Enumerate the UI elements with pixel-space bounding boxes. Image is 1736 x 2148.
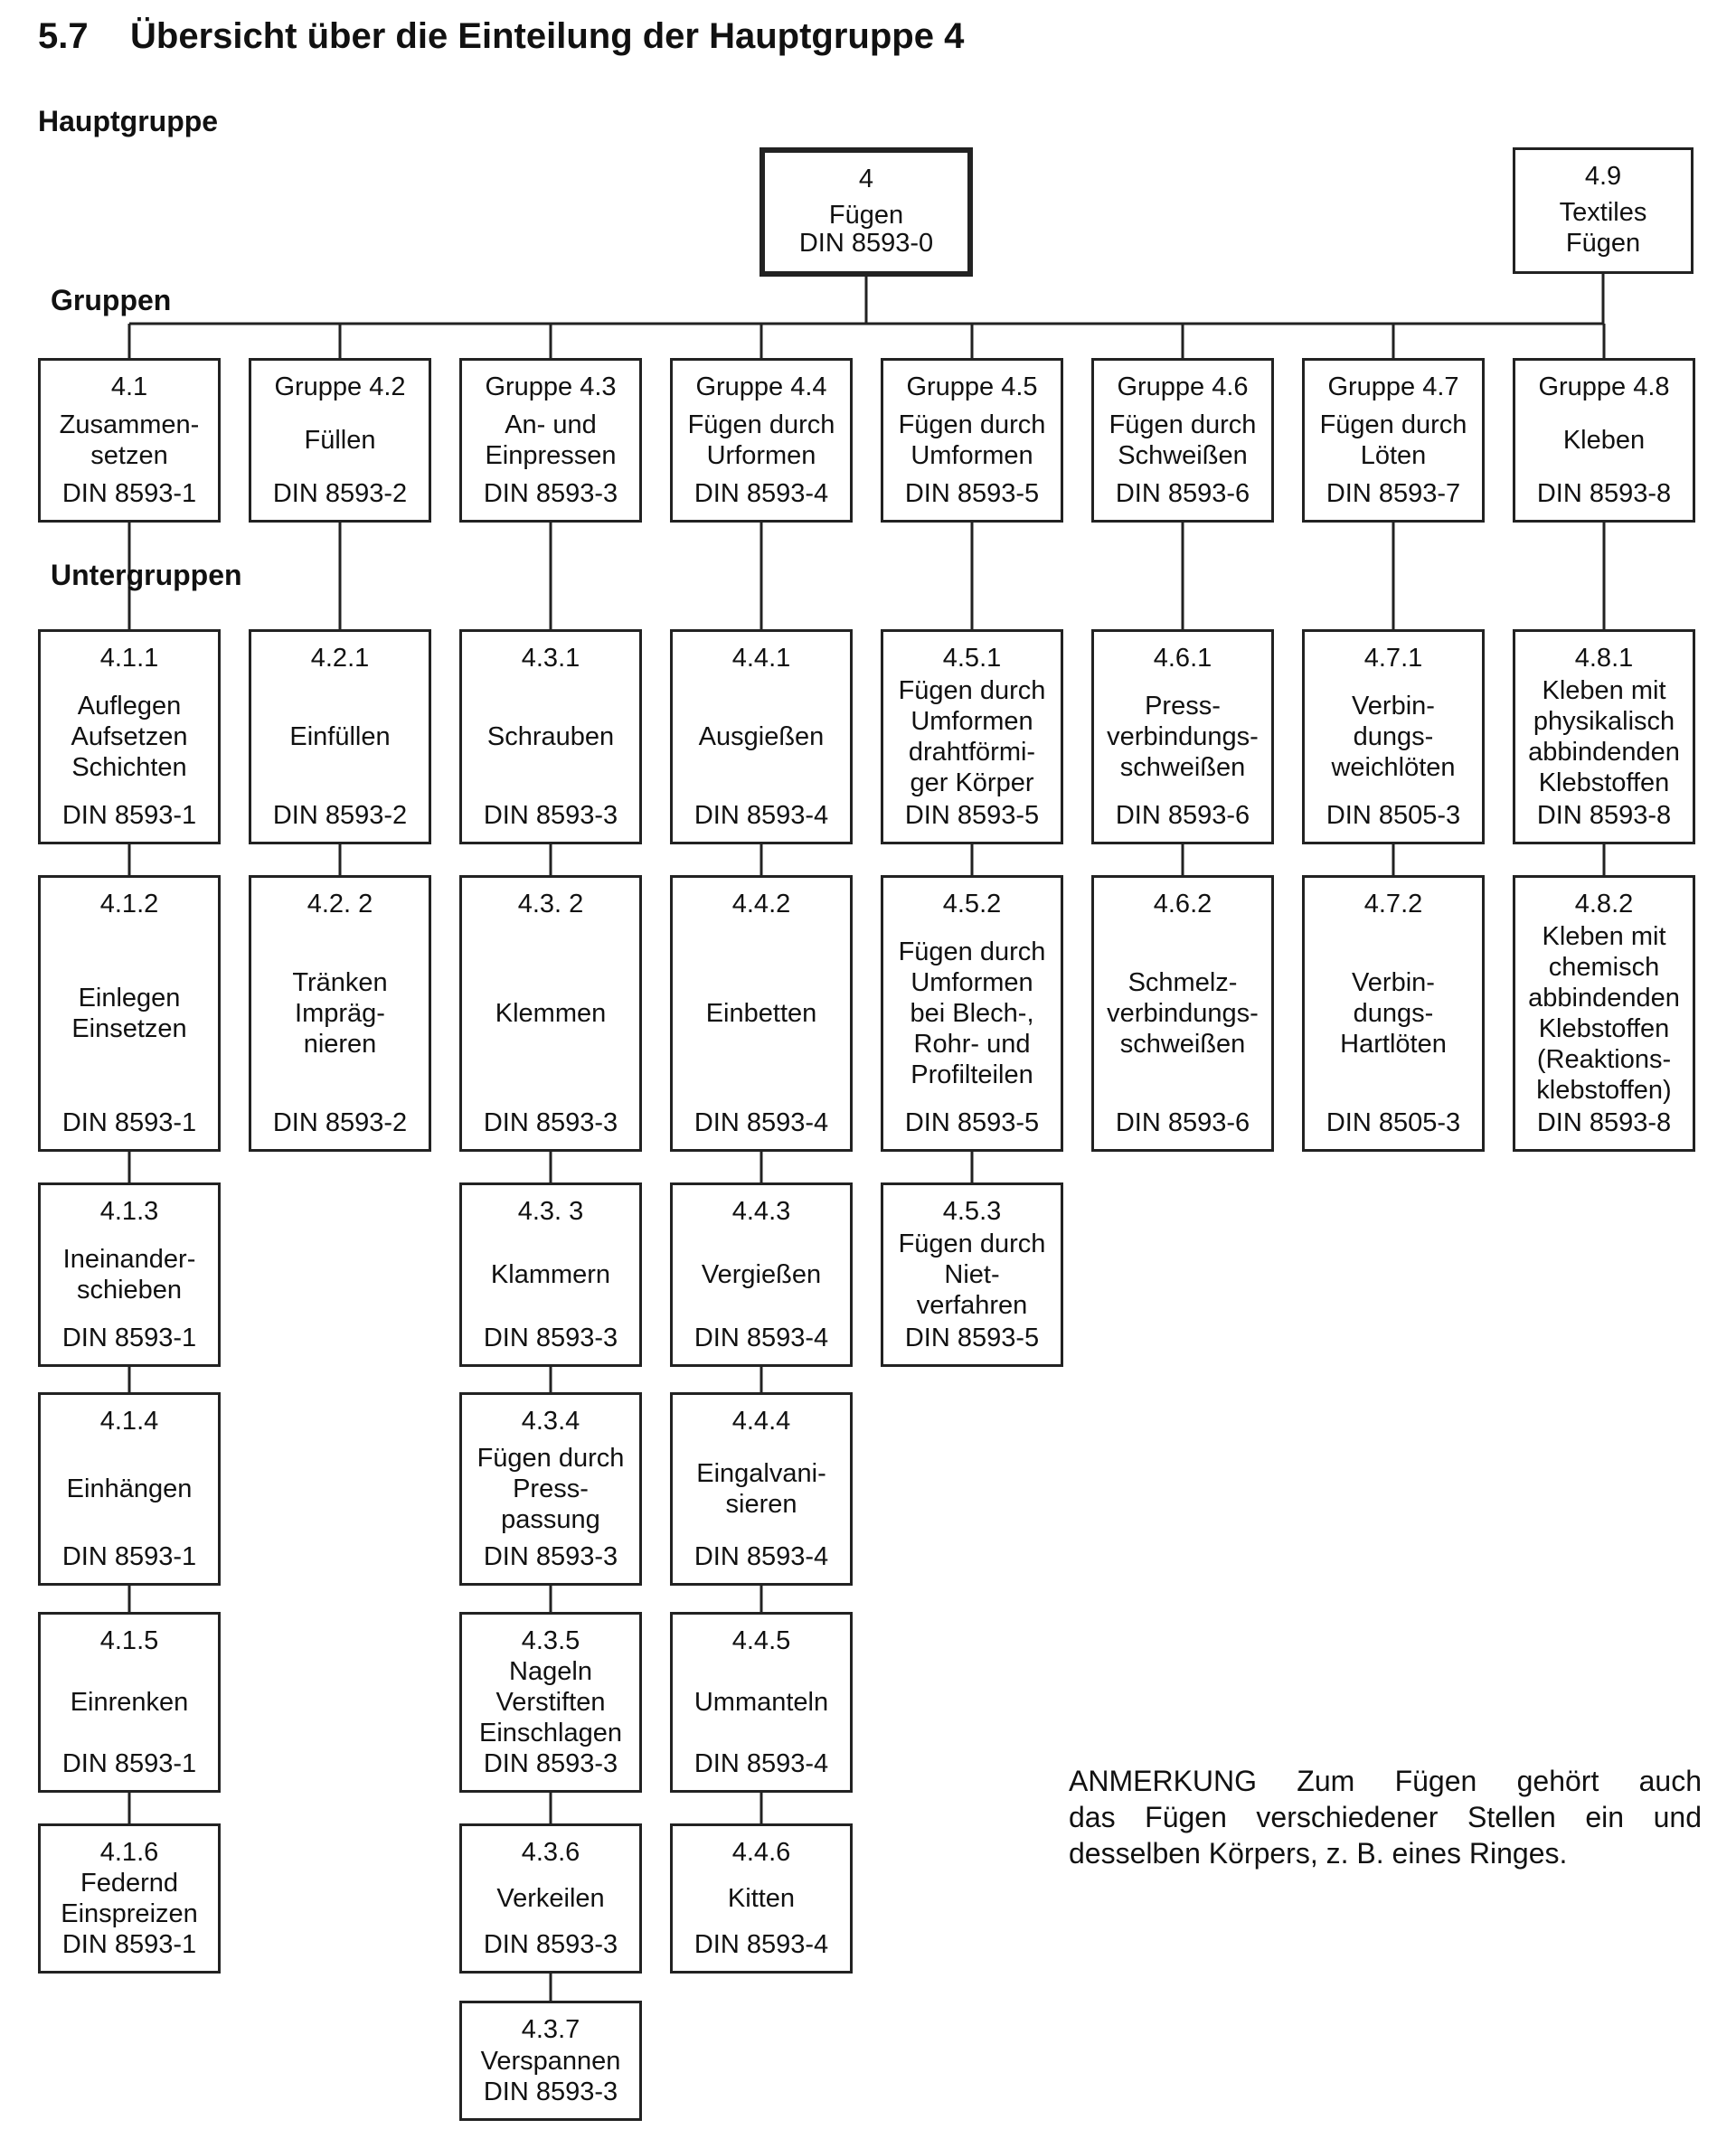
box-code: Gruppe 4.3: [485, 372, 617, 401]
box-din: DIN 8593-5: [904, 1324, 1040, 1352]
box-code: 4.2. 2: [307, 890, 373, 919]
box-group-4-5: [881, 358, 1063, 523]
box-subgroup-4-7-1: [1302, 629, 1485, 844]
box-din: DIN 8593-4: [693, 1542, 829, 1571]
box-name: Verbin- dungs- weichlöten: [1331, 692, 1456, 782]
box-subgroup-4-3-1: [459, 629, 642, 844]
box-din: DIN 8593-4: [693, 1930, 829, 1959]
box-code: 4.3.5: [521, 1626, 580, 1655]
box-group-4-6: [1091, 358, 1274, 523]
box-code: Gruppe 4.5: [906, 372, 1038, 401]
box-din: DIN 8593-3: [483, 801, 618, 830]
box-din: DIN 8593-5: [904, 801, 1040, 830]
label-hauptgruppe: Hauptgruppe: [38, 105, 219, 137]
box-subgroup-4-1-6: [38, 1823, 221, 1974]
box-name: Einbetten: [705, 999, 817, 1028]
box-name: Federnd Einspreizen: [61, 1869, 198, 1928]
box-subgroup-4-1-2: [38, 875, 221, 1152]
box-din: DIN 8593-0: [798, 229, 934, 258]
box-name: Tränken Impräg- nieren: [292, 968, 388, 1059]
box-din: DIN 8593-8: [1536, 1108, 1672, 1137]
label-untergruppen: Untergruppen: [51, 559, 242, 591]
box-group-4-4: [670, 358, 853, 523]
box-name: Eingalvani- sieren: [696, 1459, 826, 1519]
box-din: DIN 8593-1: [61, 1108, 197, 1137]
box-din: DIN 8593-3: [483, 1108, 618, 1137]
box-name: Klammern: [490, 1260, 611, 1289]
box-name: Kleben: [1562, 426, 1646, 455]
box-subgroup-4-4-5: [670, 1612, 853, 1793]
box-name: Fügen durch Schweißen: [1109, 410, 1257, 470]
box-din: DIN 8593-4: [693, 479, 829, 508]
box-code: 4.4.2: [731, 890, 791, 919]
box-din: DIN 8593-1: [61, 1324, 197, 1352]
box-name: Fügen durch Umformen bei Blech-, Rohr- und Profilteilen: [898, 937, 1046, 1089]
box-name: Kleben mit chemisch abbindenden Klebstoffen (Reaktions- klebstoffen): [1528, 922, 1680, 1105]
box-subgroup-4-5-1: [881, 629, 1063, 844]
box-name: Fügen durch Urformen: [687, 410, 835, 470]
box-code: 4.3.1: [521, 644, 580, 673]
box-din: DIN 8593-2: [272, 1108, 408, 1137]
annotation-note: [1069, 1763, 1702, 1871]
box-din: DIN 8593-1: [61, 801, 197, 830]
box-subgroup-4-6-2: [1091, 875, 1274, 1152]
box-din: DIN 8593-2: [272, 479, 408, 508]
box-code: Gruppe 4.8: [1538, 372, 1670, 401]
box-name: Fügen durch Niet- verfahren: [898, 1229, 1046, 1320]
box-din: DIN 8593-6: [1115, 479, 1250, 508]
box-4-9: [1513, 147, 1694, 274]
box-subgroup-4-1-3: [38, 1182, 221, 1367]
box-subgroup-4-7-2: [1302, 875, 1485, 1152]
box-subgroup-4-8-1: [1513, 629, 1695, 844]
box-name: An- und Einpressen: [485, 410, 617, 470]
box-name: Einrenken: [70, 1688, 189, 1717]
box-group-4-8: [1513, 358, 1695, 523]
box-code: 4.3. 2: [517, 890, 584, 919]
box-name: Press- verbindungs- schweißen: [1107, 692, 1259, 782]
box-code: 4.8.2: [1574, 890, 1634, 919]
box-name: Ausgießen: [698, 722, 825, 751]
box-subgroup-4-3-6: [459, 1823, 642, 1974]
box-din: DIN 8593-6: [1115, 1108, 1250, 1137]
box-din: DIN 8505-3: [1326, 1108, 1461, 1137]
box-name: Fügen durch Umformen drahtförmi- ger Körper: [898, 676, 1046, 797]
box-code: Gruppe 4.4: [695, 372, 827, 401]
box-subgroup-4-8-2: [1513, 875, 1695, 1152]
box-code: 4.3.4: [521, 1407, 580, 1436]
box-name: Fügen durch Umformen: [898, 410, 1046, 470]
box-code: 4.7.1: [1363, 644, 1423, 673]
box-code: Gruppe 4.6: [1117, 372, 1249, 401]
box-name: Ummanteln: [693, 1688, 829, 1717]
box-subgroup-4-4-3: [670, 1182, 853, 1367]
box-code: 4.4.6: [731, 1838, 791, 1867]
page-title: [38, 16, 964, 57]
box-din: DIN 8593-4: [693, 1108, 829, 1137]
box-code: Gruppe 4.7: [1327, 372, 1459, 401]
box-din: DIN 8593-4: [693, 801, 829, 830]
box-code: 4.6.2: [1153, 890, 1212, 919]
box-name: Füllen: [304, 426, 376, 455]
box-name: Zusammen- setzen: [59, 410, 200, 470]
box-subgroup-4-1-4: [38, 1392, 221, 1586]
box-code: 4.3. 3: [517, 1197, 584, 1226]
box-code: 4.7.2: [1363, 890, 1423, 919]
box-din: DIN 8593-3: [483, 1324, 618, 1352]
box-din: DIN 8593-5: [904, 1108, 1040, 1137]
box-name: Schmelz- verbindungs- schweißen: [1107, 968, 1259, 1059]
box-main-4: [760, 147, 973, 277]
box-name: Kleben mit physikalisch abbindenden Klebstoffen: [1528, 676, 1680, 797]
box-subgroup-4-2-1: [249, 629, 431, 844]
box-din: DIN 8505-3: [1326, 801, 1461, 830]
box-din: DIN 8593-3: [483, 1930, 618, 1959]
box-code: 4.9: [1584, 162, 1622, 191]
box-subgroup-4-4-1: [670, 629, 853, 844]
box-code: 4.5.3: [942, 1197, 1002, 1226]
box-code: 4.1.1: [99, 644, 159, 673]
box-name: Einlegen Einsetzen: [71, 984, 187, 1043]
box-din: DIN 8593-1: [61, 1749, 197, 1778]
box-din: DIN 8593-3: [483, 2077, 618, 2106]
box-group-4-7: [1302, 358, 1485, 523]
box-subgroup-4-4-6: [670, 1823, 853, 1974]
box-name: Verspannen: [480, 2046, 621, 2076]
box-code: Gruppe 4.2: [274, 372, 406, 401]
box-din: DIN 8593-8: [1536, 479, 1672, 508]
box-din: DIN 8593-4: [693, 1324, 829, 1352]
box-code: 4.4.1: [731, 644, 791, 673]
box-name: Textiles Fügen: [1559, 198, 1647, 258]
label-gruppen: Gruppen: [51, 284, 172, 316]
box-din: DIN 8593-5: [904, 479, 1040, 508]
box-subgroup-4-4-4: [670, 1392, 853, 1586]
box-code: 4.1.6: [99, 1838, 159, 1867]
box-subgroup-4-5-2: [881, 875, 1063, 1152]
box-subgroup-4-4-2: [670, 875, 853, 1152]
box-din: DIN 8593-6: [1115, 801, 1250, 830]
box-code: 4.5.1: [942, 644, 1002, 673]
box-subgroup-4-1-1: [38, 629, 221, 844]
box-name: Fügen: [828, 201, 904, 230]
box-code: 4.6.1: [1153, 644, 1212, 673]
box-din: DIN 8593-1: [61, 479, 197, 508]
box-code: 4.1: [110, 372, 148, 401]
box-din: DIN 8593-1: [61, 1542, 197, 1571]
box-name: Ineinander- schieben: [62, 1245, 196, 1305]
box-din: DIN 8593-3: [483, 1749, 618, 1778]
box-name: Einhängen: [66, 1474, 193, 1503]
box-name: Einfüllen: [289, 722, 391, 751]
box-code: 4.1.2: [99, 890, 159, 919]
box-code: 4: [858, 165, 874, 193]
box-code: 4.8.1: [1574, 644, 1634, 673]
note-line: das Fügen verschiedener Stellen ein und: [1069, 1801, 1702, 1833]
box-din: DIN 8593-4: [693, 1749, 829, 1778]
box-code: 4.2.1: [310, 644, 370, 673]
box-name: Kitten: [727, 1884, 796, 1913]
note-line: ANMERKUNG Zum Fügen gehört auch: [1069, 1765, 1702, 1797]
box-din: DIN 8593-2: [272, 801, 408, 830]
box-din: DIN 8593-1: [61, 1930, 197, 1959]
box-din: DIN 8593-8: [1536, 801, 1672, 830]
box-subgroup-4-6-1: [1091, 629, 1274, 844]
box-name: Fügen durch Press- passung: [476, 1444, 625, 1534]
box-name: Nageln Verstiften Einschlagen: [479, 1657, 622, 1748]
box-group-4-2: [249, 358, 431, 523]
box-code: 4.4.3: [731, 1197, 791, 1226]
box-subgroup-4-3-2: [459, 875, 642, 1152]
section-number: 5.7: [38, 16, 89, 56]
box-subgroup-4-2-2: [249, 875, 431, 1152]
box-name: Verkeilen: [496, 1884, 605, 1913]
box-code: 4.3.7: [521, 2015, 580, 2044]
box-subgroup-4-1-5: [38, 1612, 221, 1793]
box-subgroup-4-5-3: [881, 1182, 1063, 1367]
box-code: 4.4.4: [731, 1407, 791, 1436]
box-din: DIN 8593-3: [483, 1542, 618, 1571]
box-name: Verbin- dungs- Hartlöten: [1340, 968, 1447, 1059]
section-title: Übersicht über die Einteilung der Hauptgruppe 4: [130, 16, 965, 56]
box-code: 4.5.2: [942, 890, 1002, 919]
box-code: 4.3.6: [521, 1838, 580, 1867]
box-name: Vergießen: [701, 1260, 822, 1289]
box-name: Fügen durch Löten: [1319, 410, 1467, 470]
box-code: 4.1.3: [99, 1197, 159, 1226]
box-din: DIN 8593-3: [483, 479, 618, 508]
box-subgroup-4-3-4: [459, 1392, 642, 1586]
box-name: Klemmen: [495, 999, 607, 1028]
box-name: Auflegen Aufsetzen Schichten: [71, 692, 188, 782]
box-subgroup-4-3-7: [459, 2001, 642, 2121]
box-din: DIN 8593-7: [1326, 479, 1461, 508]
box-code: 4.4.5: [731, 1626, 791, 1655]
box-group-4-1: [38, 358, 221, 523]
box-subgroup-4-3-3: [459, 1182, 642, 1367]
box-subgroup-4-3-5: [459, 1612, 642, 1793]
box-code: 4.1.4: [99, 1407, 159, 1436]
box-name: Schrauben: [486, 722, 615, 751]
note-line: desselben Körpers, z. B. eines Ringes.: [1069, 1837, 1568, 1870]
box-group-4-3: [459, 358, 642, 523]
box-code: 4.1.5: [99, 1626, 159, 1655]
